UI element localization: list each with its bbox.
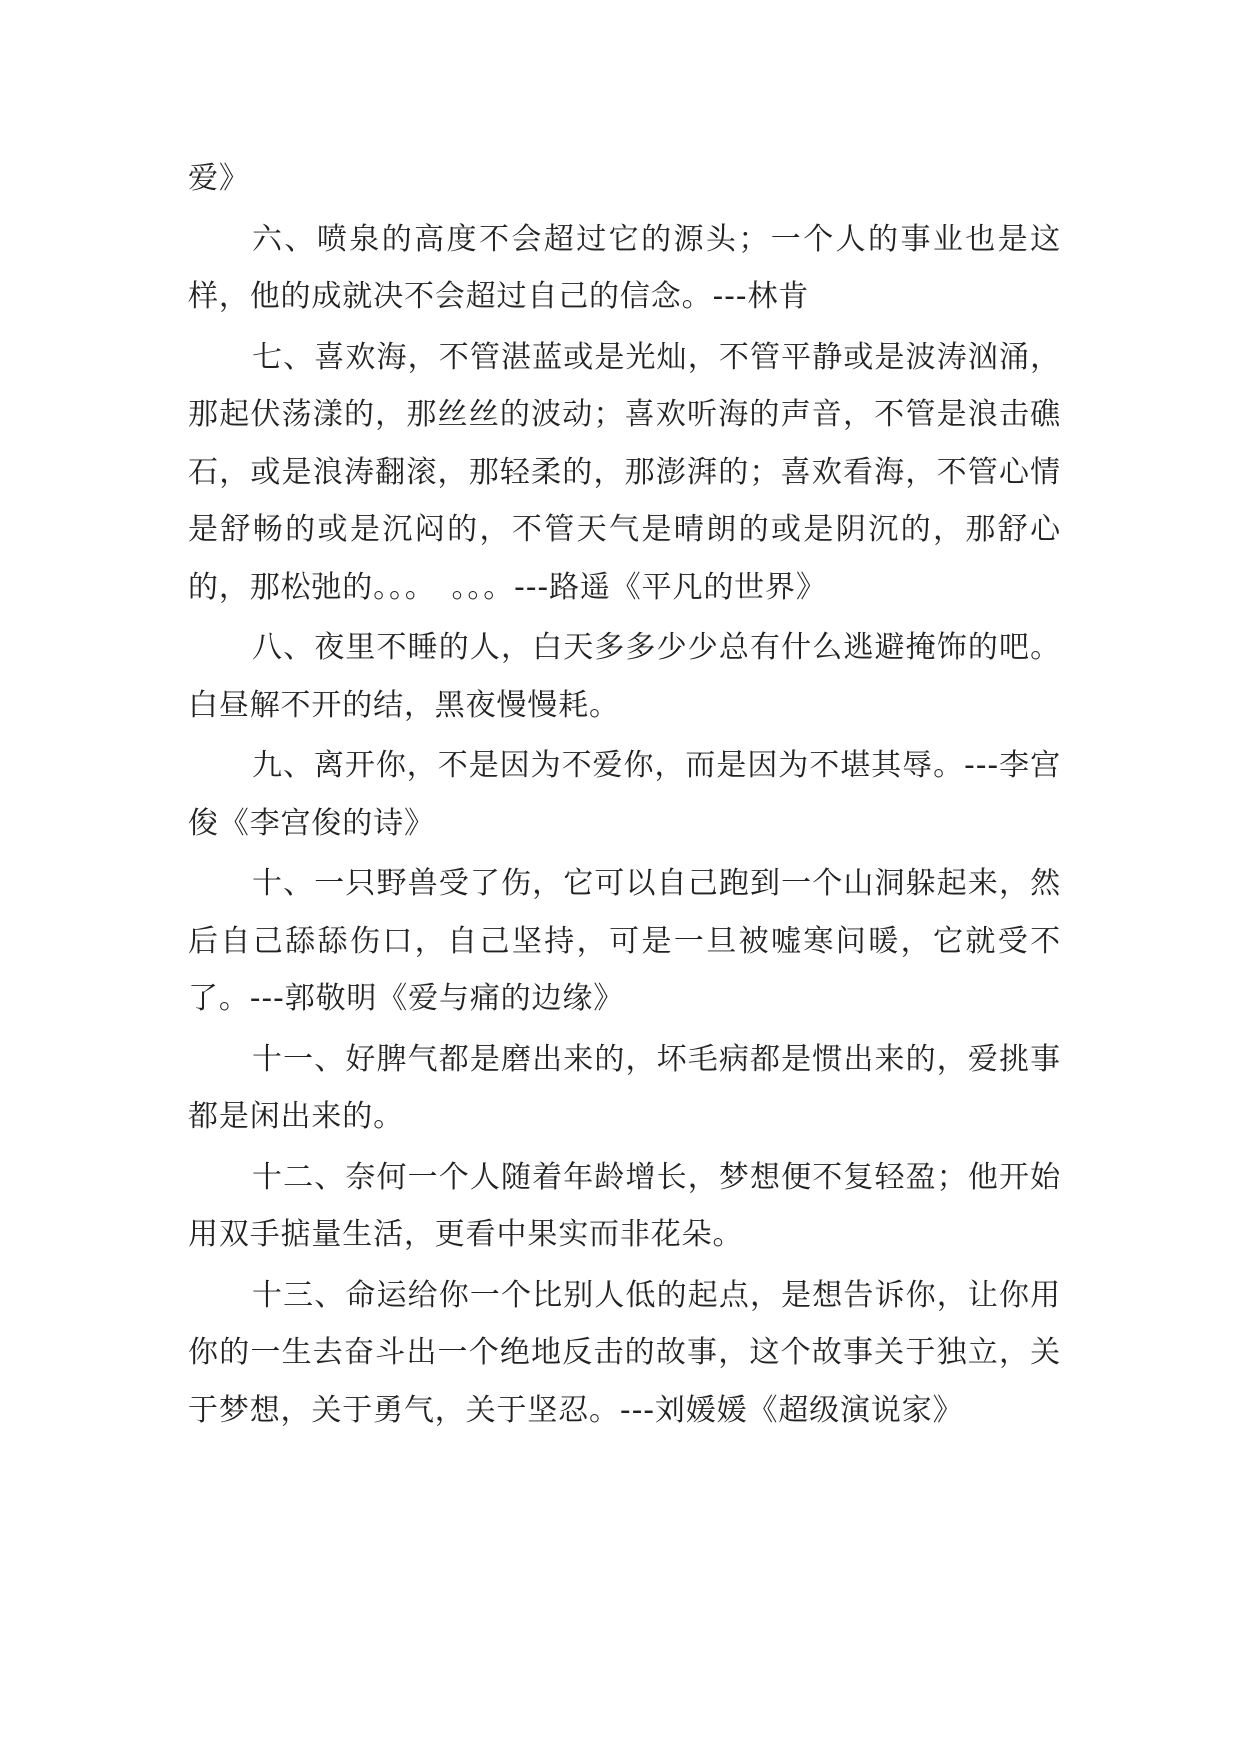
paragraph-quote-13: 十三、命运给你一个比别人低的起点，是想告诉你，让你用你的一生去奋斗出一个绝地反击的故事，这个故事关于独立，关于梦想，关于勇气，关于坚忍。---刘媛媛《超级演说家》 [188, 1277, 1061, 1428]
paragraph-continuation: 爱》 [188, 161, 250, 196]
paragraph-quote-8: 八、夜里不睡的人，白天多多少少总有什么逃避掩饰的吧。白昼解不开的结，黑夜慢慢耗。 [188, 630, 1061, 723]
paragraph-quote-11: 十一、好脾气都是磨出来的，坏毛病都是惯出来的，爱挑事都是闲出来的。 [188, 1041, 1061, 1134]
paragraph-quote-9: 九、离开你，不是因为不爱你，而是因为不堪其辱。---李宫俊《李宫俊的诗》 [188, 748, 1061, 841]
paragraph-quote-10: 十、一只野兽受了伤，它可以自己跑到一个山洞躲起来，然后自己舔舔伤口，自己坚持，可是一旦被嘘寒问暖，它就受不了。---郭敬明《爱与痛的边缘》 [188, 866, 1061, 1016]
paragraph-quote-7: 七、喜欢海，不管湛蓝或是光灿，不管平静或是波涛汹涌，那起伏荡漾的，那丝丝的波动；喜欢听海的声音，不管是浪击礁石，或是浪涛翻滚，那轻柔的，那澎湃的；喜欢看海，不管心情是舒畅的或是沉闷的，不管天气是晴朗的或是阴沉的，那舒心的，那松弛的。。。 。。。---路遥《平凡的世界》 [188, 339, 1061, 605]
paragraph-quote-6: 六、喷泉的高度不会超过它的源头；一个人的事业也是这样，他的成就决不会超过自己的信念。---林肯 [188, 221, 1061, 314]
paragraph-quote-12: 十二、奈何一个人随着年龄增长，梦想便不复轻盈；他开始用双手掂量生活，更看中果实而非花朵。 [188, 1159, 1061, 1252]
